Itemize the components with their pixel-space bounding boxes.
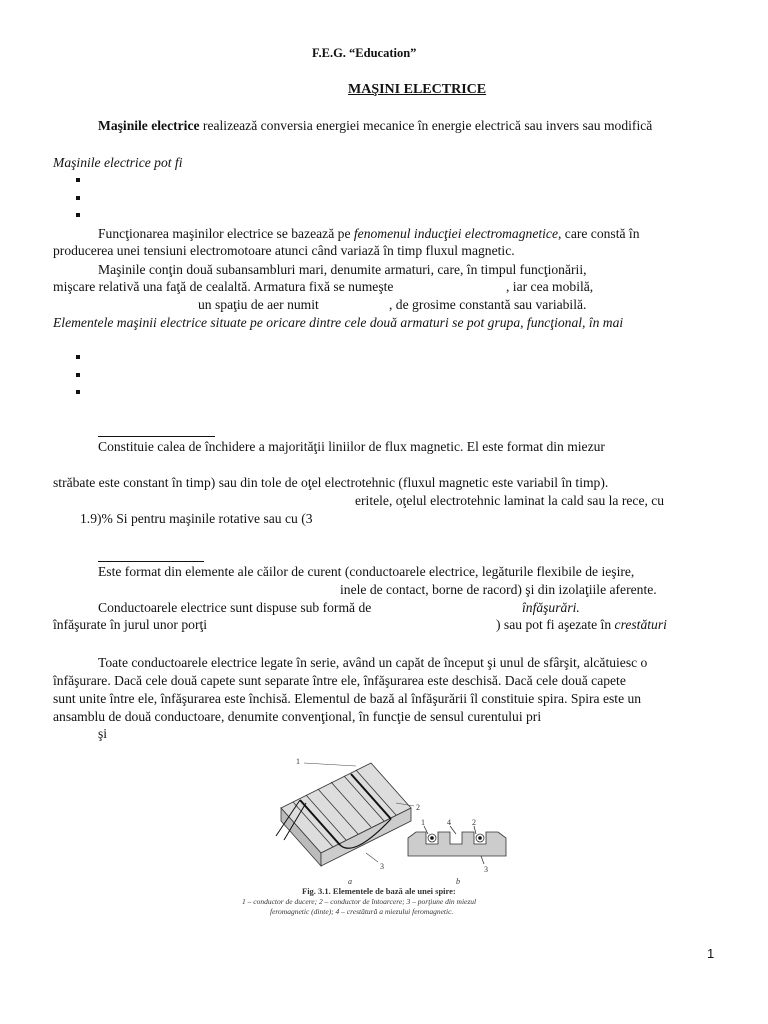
page-header: F.E.G. “Education” bbox=[312, 46, 417, 60]
figure-label-2: 2 bbox=[416, 803, 420, 812]
bullet bbox=[76, 178, 80, 182]
p2-line3b: , de grosime constantă sau variabilă. bbox=[389, 297, 587, 312]
electric-line3a: Conductoarele electrice sunt dispuse sub formă de bbox=[98, 600, 372, 615]
figure-b-label-4: 4 bbox=[447, 818, 451, 827]
page-number: 1 bbox=[707, 946, 715, 961]
bullet bbox=[76, 373, 80, 377]
intro-paragraph bbox=[98, 118, 652, 134]
electric-line4c: crestături bbox=[614, 617, 667, 632]
electric-line3b: înfăşurări. bbox=[522, 600, 580, 615]
intro-rest: realizează conversia energiei mecanice în energie electrică sau invers sau modifică bbox=[199, 118, 653, 133]
winding-line5: şi bbox=[98, 726, 108, 741]
bullet bbox=[76, 196, 80, 200]
figure-caption-title: Fig. 3.1. Elementele de bază ale unei spire: bbox=[302, 886, 456, 896]
magnetic-line4: 1.9)% Si pentru maşinile rotative sau cu (3 bbox=[80, 511, 313, 526]
p2-line2a: mişcare relativă una faţă de cealaltă. Armatura fixă se numeşte bbox=[53, 279, 394, 294]
magnetic-line2: străbate este constant în timp) sau din tole de oţel electrotehnic (fluxul magnetic este variabil în timp). bbox=[53, 475, 609, 490]
figure-label-3: 3 bbox=[380, 862, 384, 871]
p1-text-a: Funcţionarea maşinilor electrice se bazează pe bbox=[98, 226, 354, 241]
figure-caption-line2: feromagnetic (dinte); 4 – crestătură a miezului feromagnetic. bbox=[270, 907, 454, 916]
heading-blank-line bbox=[98, 561, 204, 562]
p2-line2b: , iar cea mobilă, bbox=[506, 279, 594, 294]
intro-bold: Maşinile electrice bbox=[98, 118, 200, 133]
electric-line1: Este format din elemente ale căilor de curent (conductoarele electrice, legăturile flexibile de ieşire, bbox=[98, 564, 635, 579]
p2-line3a: un spaţiu de aer numit bbox=[198, 297, 319, 312]
figure-b-label-3: 3 bbox=[484, 865, 488, 874]
p1-text-c: , care constă în bbox=[557, 226, 640, 241]
figure-b-label-2: 2 bbox=[472, 818, 476, 827]
figure-part-a-label: a bbox=[348, 877, 352, 886]
types-heading: Maşinile electrice pot fi bbox=[53, 155, 183, 170]
p1-italic: fenomenul inducţiei electromagnetice bbox=[353, 226, 558, 241]
elements-heading: Elementele maşinii electrice situate pe oricare dintre cele două armaturi se pot grupa, funcţional, în mai bbox=[53, 315, 624, 330]
winding-line2: înfăşurare. Dacă cele două capete sunt separate între ele, înfăşurarea este deschisă. Dacă cele două capete bbox=[53, 673, 626, 688]
spire-figure bbox=[236, 758, 536, 928]
p2-line1: Maşinile conţin două subansambluri mari, denumite armaturi, care, în timpul funcţionării, bbox=[98, 262, 587, 277]
electric-line4a: înfăşurate în jurul unor porţi bbox=[53, 617, 208, 632]
magnetic-line1: Constituie calea de închidere a majorităţii liniilor de flux magnetic. El este format din miezur bbox=[98, 439, 605, 454]
figure-caption-line1: 1 – conductor de ducere; 2 – conductor de întoarcere; 3 – porţiune din miezul bbox=[242, 897, 477, 906]
figure-a-slotted-core bbox=[276, 763, 414, 866]
p1-line1 bbox=[98, 226, 640, 242]
electric-line2: inele de contact, borne de racord) şi din izolaţiile aferente. bbox=[340, 582, 657, 597]
bullet bbox=[76, 213, 80, 217]
figure-part-b-label: b bbox=[456, 877, 460, 886]
page-title: MAŞINI ELECTRICE bbox=[348, 82, 487, 97]
electric-line4b-text: ) sau pot fi aşezate în bbox=[496, 617, 615, 632]
p1-line2: producerea unei tensiuni electromotoare atunci când variază în timp fluxul magnetic. bbox=[53, 243, 515, 258]
figure-label-1: 1 bbox=[296, 758, 300, 766]
magnetic-line3: eritele, oţelul electrotehnic laminat la cald sau la rece, cu bbox=[355, 493, 665, 508]
bullet bbox=[76, 390, 80, 394]
figure-b-cross-section bbox=[408, 826, 506, 864]
bullet bbox=[76, 355, 80, 359]
figure-b-label-1: 1 bbox=[421, 818, 425, 827]
winding-line3: sunt unite între ele, înfăşurarea este închisă. Elementul de bază al înfăşurării îl constituie spira. Spira este un bbox=[53, 691, 642, 706]
electric-line4b bbox=[496, 617, 667, 633]
winding-line1: Toate conductoarele electrice legate în serie, având un capăt de început şi unul de sfârşit, alcătuiesc o bbox=[98, 655, 648, 670]
heading-blank-line bbox=[98, 436, 215, 437]
winding-line4: ansamblu de două conductoare, denumite convenţional, în funcţie de sensul curentului pri bbox=[53, 709, 542, 724]
